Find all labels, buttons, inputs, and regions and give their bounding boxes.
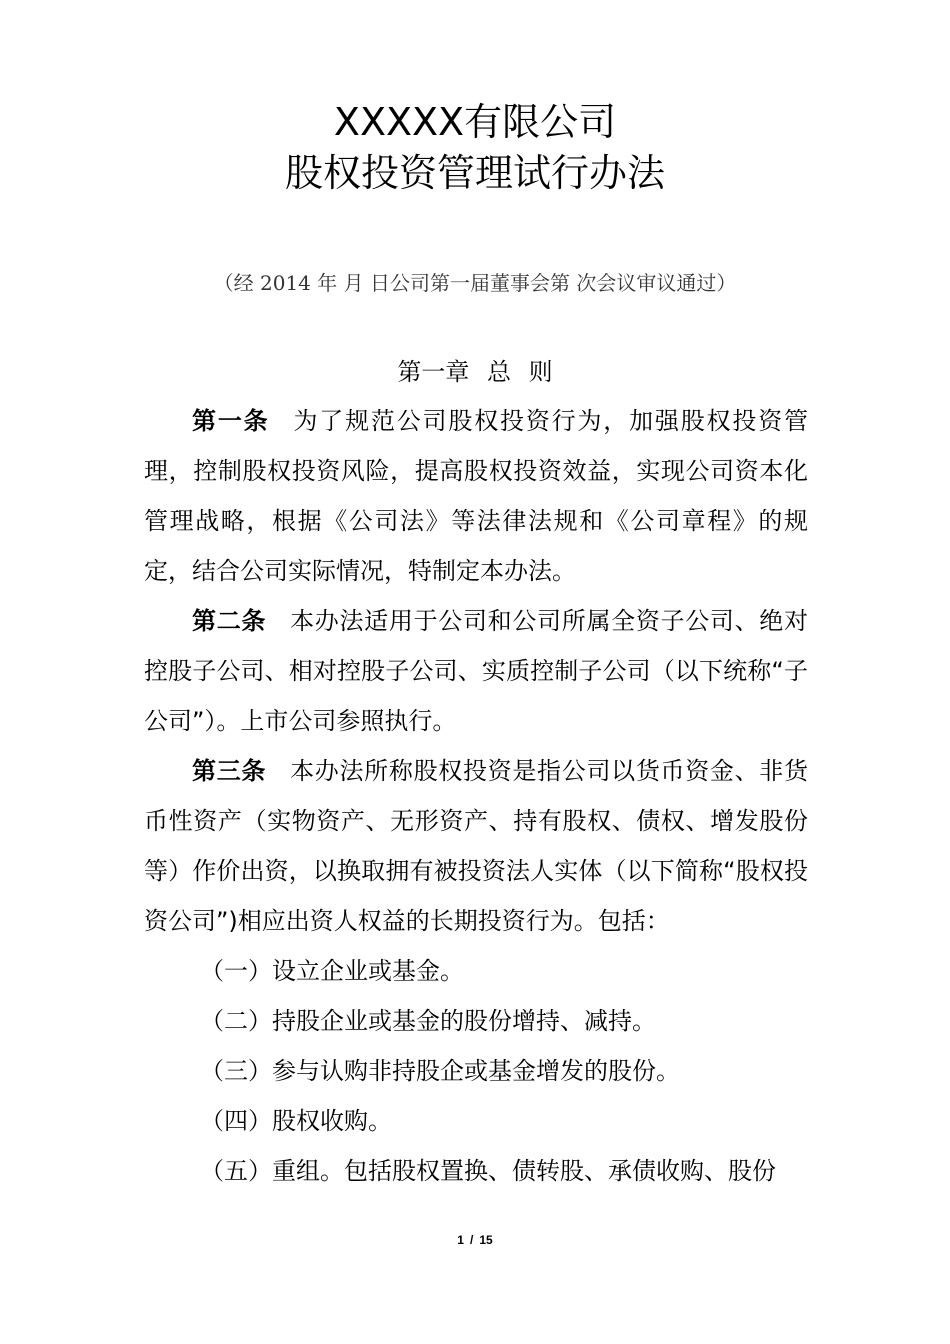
article-label: 第三条 xyxy=(192,757,267,785)
approval-note: （经 2014 年 月 日公司第一届董事会第 次会议审议通过） xyxy=(213,271,737,295)
article-1 xyxy=(144,396,808,596)
document-body xyxy=(144,396,808,1196)
chapter-heading: 第一章 总 则 xyxy=(397,358,553,386)
page-number xyxy=(0,1230,950,1250)
list-item: （一）设立企业或基金。 xyxy=(200,957,464,985)
article-label: 第二条 xyxy=(192,607,267,635)
article-text: 为了规范公司股权投资行为，加强股权投资管理，控制股权投资风险，提高股权投资效益，实现公司资本化管理战略，根据《公司法》等法律法规和《公司章程》的规定，结合公司实际情况，特制定本办法。 xyxy=(144,407,809,585)
article-2 xyxy=(144,596,808,746)
page-current: 1 xyxy=(457,1233,464,1247)
list-item: （四）股权收购。 xyxy=(200,1107,392,1135)
page-separator: / xyxy=(469,1233,474,1247)
list-item: （二）持股企业或基金的股份增持、减持。 xyxy=(200,1007,656,1035)
page-total: 15 xyxy=(479,1233,493,1247)
article-text: 本办法适用于公司和公司所属全资子公司、绝对控股子公司、相对控股子公司、实质控制子公司（以下统称“子公司”）。上市公司参照执行。 xyxy=(144,607,809,735)
article-text: 本办法所称股权投资是指公司以货币资金、非货币性资产（实物资产、无形资产、持有股权、债权、增发股份等）作价出资，以换取拥有被投资法人实体（以下简称“股权投资公司”)相应出资人权益的长期投资行为。包括： xyxy=(144,757,809,935)
list-item: （五）重组。包括股权置换、债转股、承债收购、股份 xyxy=(200,1157,776,1185)
document-title-company: XXXXX有限公司 xyxy=(333,100,617,144)
article-label: 第一条 xyxy=(192,407,270,435)
document-title-main: 股权投资管理试行办法 xyxy=(284,151,665,195)
article-3 xyxy=(144,746,808,946)
list-item: （三）参与认购非持股企或基金增发的股份。 xyxy=(200,1057,680,1085)
